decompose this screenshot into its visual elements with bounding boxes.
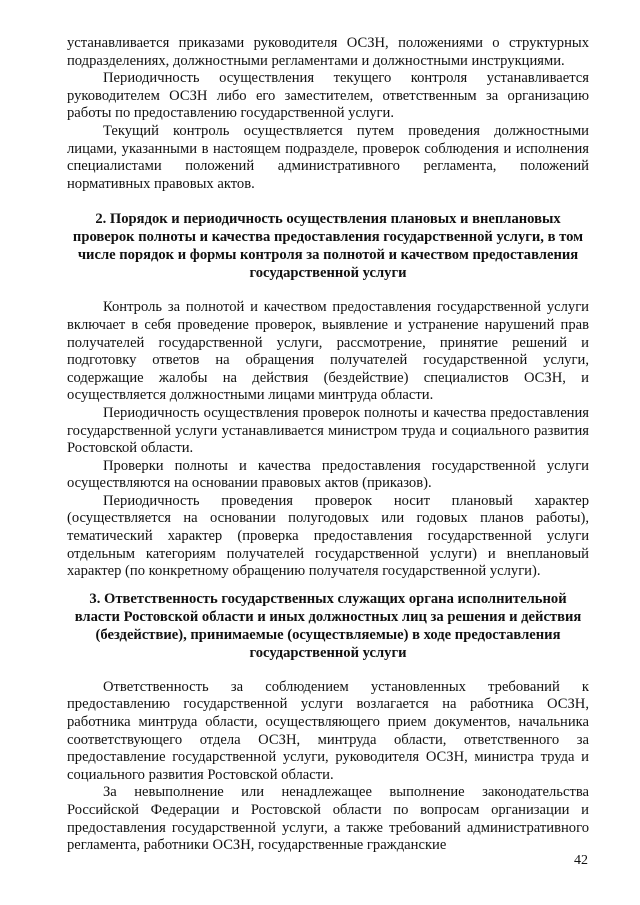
paragraph: За невыполнение или ненадлежащее выполнение законодательства Российской Федерации и Ростовской области по вопросам организации и предоставления государственной услуги, а также требований административного регламента, работники ОСЗН, государственные гражданские: [67, 784, 589, 854]
page-number: 42: [574, 853, 588, 868]
paragraph: Ответственность за соблюдением установленных требований к предоставлению государственной услуги возлагается на работника ОСЗН, работника минтруда области, осуществляющего прием документов, начальника соответствующего отдела ОСЗН, минтруда области, ответственного за предоставление государственной услуги, руководителя ОСЗН, министра труда и социального развития Ростовской области.: [67, 678, 589, 783]
paragraph: Периодичность проведения проверок носит плановый характер (осуществляется на основании полугодовых или годовых планов работы), тематический характер (проверка предоставления государственной услуги отдельным категориям получателей государственной услуги) и внеплановый характер (по конкретному обращению получателя государственной услуги).: [67, 492, 589, 580]
paragraph: устанавливается приказами руководителя ОСЗН, положениями о структурных подразделениях, должностными регламентами и должностными инструкциями.: [67, 35, 589, 69]
paragraph: Проверки полноты и качества предоставления государственной услуги осуществляются на основании правовых актов (приказов).: [67, 457, 589, 492]
section-heading: 2. Порядок и периодичность осуществления плановых и внеплановых проверок полноты и качества предоставления государственной услуги, в том числе порядок и формы контроля за полнотой и качеством предоставления государственной услуги: [72, 211, 584, 282]
paragraph: Периодичность осуществления проверок полноты и качества предоставления государственной услуги устанавливается министром труда и социального развития Ростовской области.: [67, 404, 589, 457]
section-heading: 3. Ответственность государственных служащих органа исполнительной власти Ростовской области и иных должностных лиц за решения и действия (бездействие), принимаемые (осуществляемые) в ходе предоставления государственной услуги: [74, 590, 582, 661]
paragraph: Периодичность осуществления текущего контроля устанавливается руководителем ОСЗН либо его заместителем, ответственным за организацию работы по предоставлению государственной услуги.: [67, 70, 589, 122]
document-page: [67, 35, 589, 855]
paragraph: Текущий контроль осуществляется путем проведения должностными лицами, указанными в настоящем подразделе, проверок соблюдения и исполнения специалистами положений административного регламента, положений нормативных правовых актов.: [67, 122, 589, 192]
paragraph: Контроль за полнотой и качеством предоставления государственной услуги включает в себя проведение проверок, выявление и устранение нарушений прав получателей государственной услуги, рассмотрение, принятие решений и подготовку ответов на обращения получателей государственной услуги, содержащие жалобы на действия (бездействие) специалистов ОСЗН, и осуществляется должностными лицами минтруда области.: [67, 299, 589, 404]
